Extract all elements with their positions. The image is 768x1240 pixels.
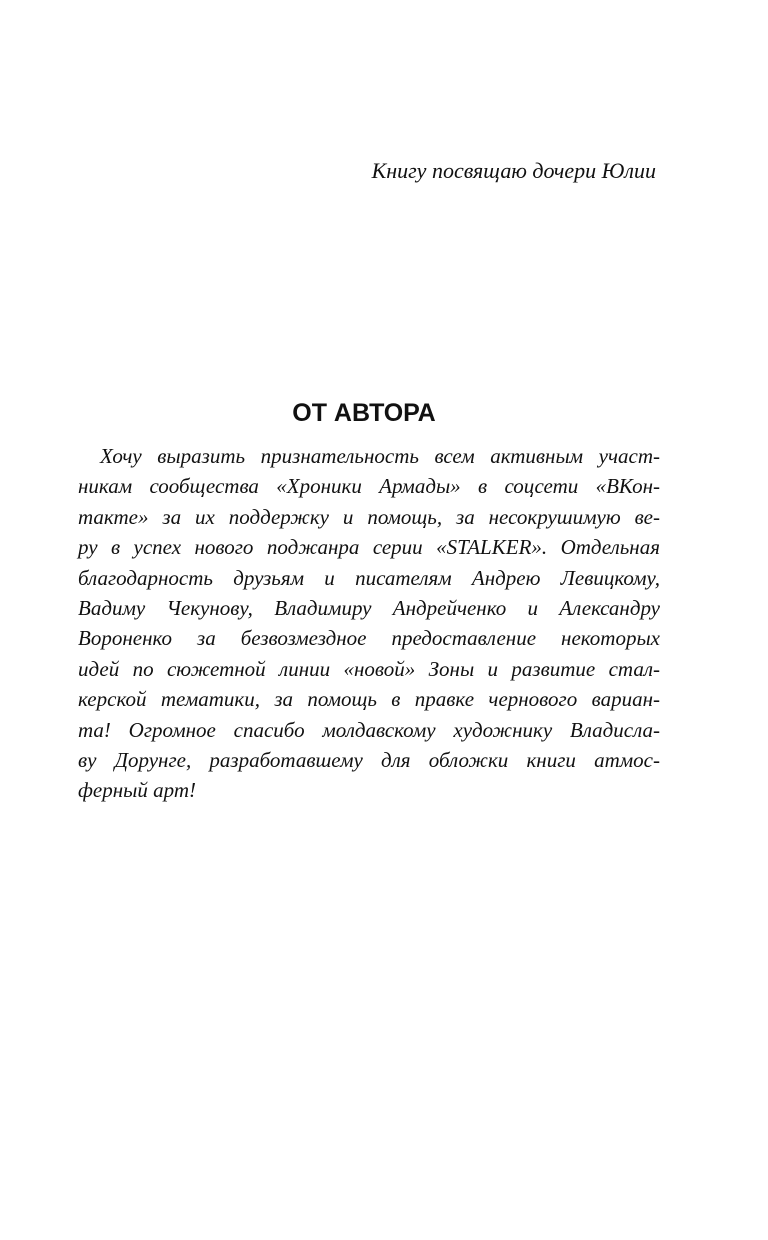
paragraph-line: такте» за их поддержку и помощь, за несокрушимую ве- (78, 504, 660, 529)
paragraph-line: керской тематики, за помощь в правке чернового вариан- (78, 687, 660, 712)
dedication: Книгу посвящаю дочери Юлии (371, 158, 656, 183)
paragraph-line: та! Огромное спасибо молдавскому художнику Владисла- (78, 717, 660, 742)
paragraph-line: Хочу выразить признательность всем активным участ- (100, 444, 660, 468)
paragraph-line: ву Дорунге, разработавшему для обложки книги атмос- (78, 747, 660, 772)
paragraph-line: Вороненко за безвозмездное предоставление некоторых (78, 626, 660, 651)
paragraph-line: Вадиму Чекунову, Владимиру Андрейченко и Александру (78, 595, 660, 620)
paragraph-line: ферный арт! (78, 778, 197, 803)
paragraph-line: благодарность друзьям и писателям Андрею Левицкому, (78, 565, 660, 590)
section-heading: ОТ АВТОРА (292, 399, 436, 427)
author-note-paragraph (78, 441, 660, 806)
paragraph-line: ру в успех нового поджанра серии «STALKER». Отдельная (78, 535, 660, 560)
paragraph-line: никам сообщества «Хроники Армады» в соцсети «ВКон- (78, 474, 660, 499)
paragraph-line: идей по сюжетной линии «новой» Зоны и развитие стал- (78, 656, 660, 681)
